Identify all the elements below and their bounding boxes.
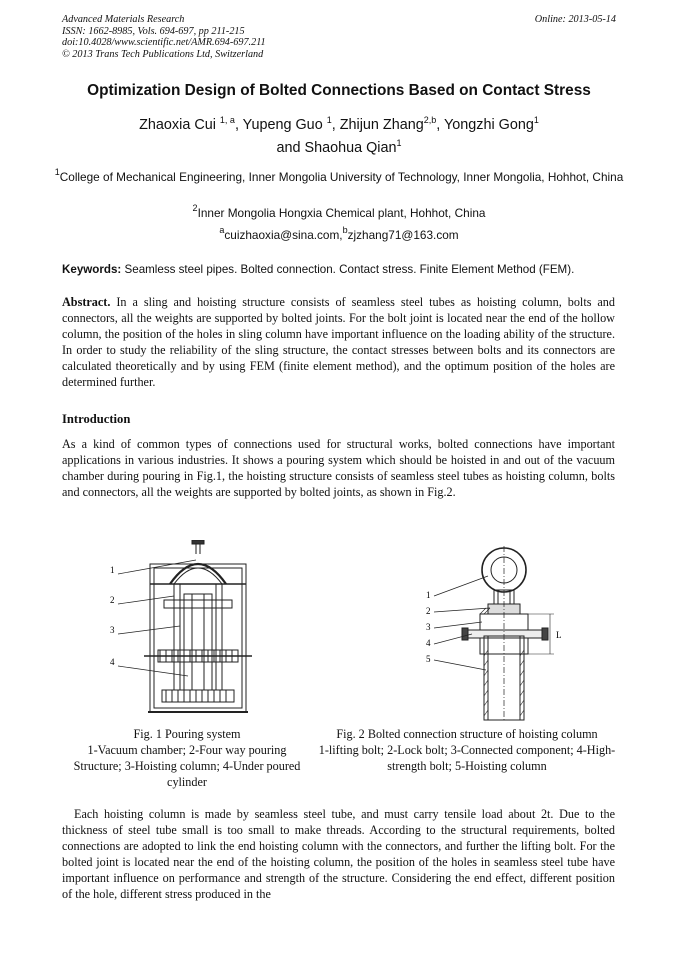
figure-1-caption-text: 1-Vacuum chamber; 2-Four way pouring Structure; 3-Hoisting column; 4-Under poured cylinder <box>73 743 301 789</box>
figure-1-caption-title: Fig. 1 Pouring system <box>133 727 241 741</box>
keywords-text: Seamless steel pipes. Bolted connection. Contact stress. Finite Element Method (FEM). <box>124 263 575 276</box>
affiliation-text: Inner Mongolia Hongxia Chemical plant, Hohhot, China <box>197 206 486 220</box>
introduction-paragraph-1: As a kind of common types of connections used for structural works, bolted connections have important applications in various industries. It shows a pouring system which should be hoisted in and out of the vacuum chamber during pouring in Fig.1, the hoisting structure consists of seamless steel tubes as hoisting column, bolts and connectors, all the weights are supported by bolted joints, as shown in Fig.2. <box>62 437 615 499</box>
figure-1-caption <box>62 726 312 790</box>
keywords <box>62 262 615 278</box>
figure-2-caption-title: Fig. 2 Bolted connection structure of hoisting column <box>336 727 598 741</box>
author-name: , Yupeng Guo <box>234 117 323 133</box>
affil-mark: 2 <box>192 203 198 213</box>
email-b[interactable]: zjzhang71@163.com <box>347 228 459 242</box>
journal-name: Advanced Materials Research <box>62 14 185 25</box>
abstract-label: Abstract. <box>62 295 111 309</box>
paper-title: Optimization Design of Bolted Connections Based on Contact Stress <box>87 82 591 99</box>
affiliation-text: College of Mechanical Engineering, Inner Mongolia University of Technology, Inner Mongolia, Hohhot, China <box>59 170 624 184</box>
fig1-label-4: 4 <box>110 657 115 667</box>
fig1-label-1: 1 <box>110 565 115 575</box>
fig2-label-5: 5 <box>426 654 431 664</box>
copyright: © 2013 Trans Tech Publications Ltd, Switzerland <box>62 48 264 60</box>
abstract <box>62 294 615 390</box>
email-mark: a <box>219 225 225 235</box>
email-a[interactable]: cuizhaoxia@sina.com, <box>224 228 343 242</box>
author-name: and Shaohua Qian <box>276 140 397 156</box>
author-affil-mark: 1 <box>326 115 332 125</box>
email-mark: b <box>342 225 348 235</box>
journal-header <box>62 14 266 60</box>
affil-mark: 1 <box>54 167 60 177</box>
introduction-heading: Introduction <box>62 412 131 426</box>
fig1-label-2: 2 <box>110 595 115 605</box>
introduction-paragraph-2: Each hoisting column is made by seamless steel tube, and must carry tensile load about 2t. Due to the thickness of steel tube small is too small to make threads. According to the structural requirements, bolted connections are adopted to link the end hoisting column with the connectors, and further the lifting bolt. For the bolted joint is located near the end of the hoisting column, the position of the holes in seamless steel tube have important influence on performance and strength of the structure. Considering the end effect, different position of the hole, different stress produced in the <box>62 807 615 901</box>
figure-2-caption <box>316 726 618 774</box>
doi: doi:10.4028/www.scientific.net/AMR.694-697.211 <box>62 37 266 48</box>
fig2-label-2: 2 <box>426 606 431 616</box>
abstract-text: In a sling and hoisting structure consists of seamless steel tubes as hoisting column, bolts and connectors, all the weights are supported by bolted joints. For the bolt joint is located near the end of the hollow column, the position of the holes in sling column have important influence on the loading ability of the structure. In order to study the reliability of the sling structure, the contact stresses between bolts and its connectors are calculated theoretically and by using FEM (finite element method), and the optimum position of the holes are determined further. <box>62 295 615 389</box>
figure-2-drawing <box>424 546 574 722</box>
affiliation-1 <box>40 167 638 185</box>
author-name: Zhaoxia Cui <box>139 117 216 133</box>
fig1-label-3: 3 <box>110 625 115 635</box>
author-name: , Zhijun Zhang <box>331 117 424 133</box>
affiliation-2 <box>40 203 638 221</box>
figure-1-drawing <box>108 540 258 716</box>
author-affil-mark: 1 <box>533 115 539 125</box>
keywords-label: Keywords: <box>62 263 122 276</box>
online-date: Online: 2013-05-14 <box>534 14 616 25</box>
author-affil-mark: 1, a <box>219 115 235 125</box>
fig2-label-1: 1 <box>426 590 431 600</box>
author-affil-mark: 2,b <box>423 115 437 125</box>
fig2-label-4: 4 <box>426 638 431 648</box>
author-name: , Yongzhi Gong <box>436 117 534 133</box>
author-list <box>40 114 638 160</box>
emails <box>40 225 638 243</box>
fig2-label-3: 3 <box>426 622 431 632</box>
fig2-dimension-label: L <box>556 630 562 640</box>
figure-2-caption-text: 1-lifting bolt; 2-Lock bolt; 3-Connected component; 4-High-strength bolt; 5-Hoisting column <box>318 743 616 773</box>
author-affil-mark: 1 <box>396 138 402 148</box>
issn: ISSN: 1662-8985, Vols. 694-697, pp 211-215 <box>62 25 245 37</box>
